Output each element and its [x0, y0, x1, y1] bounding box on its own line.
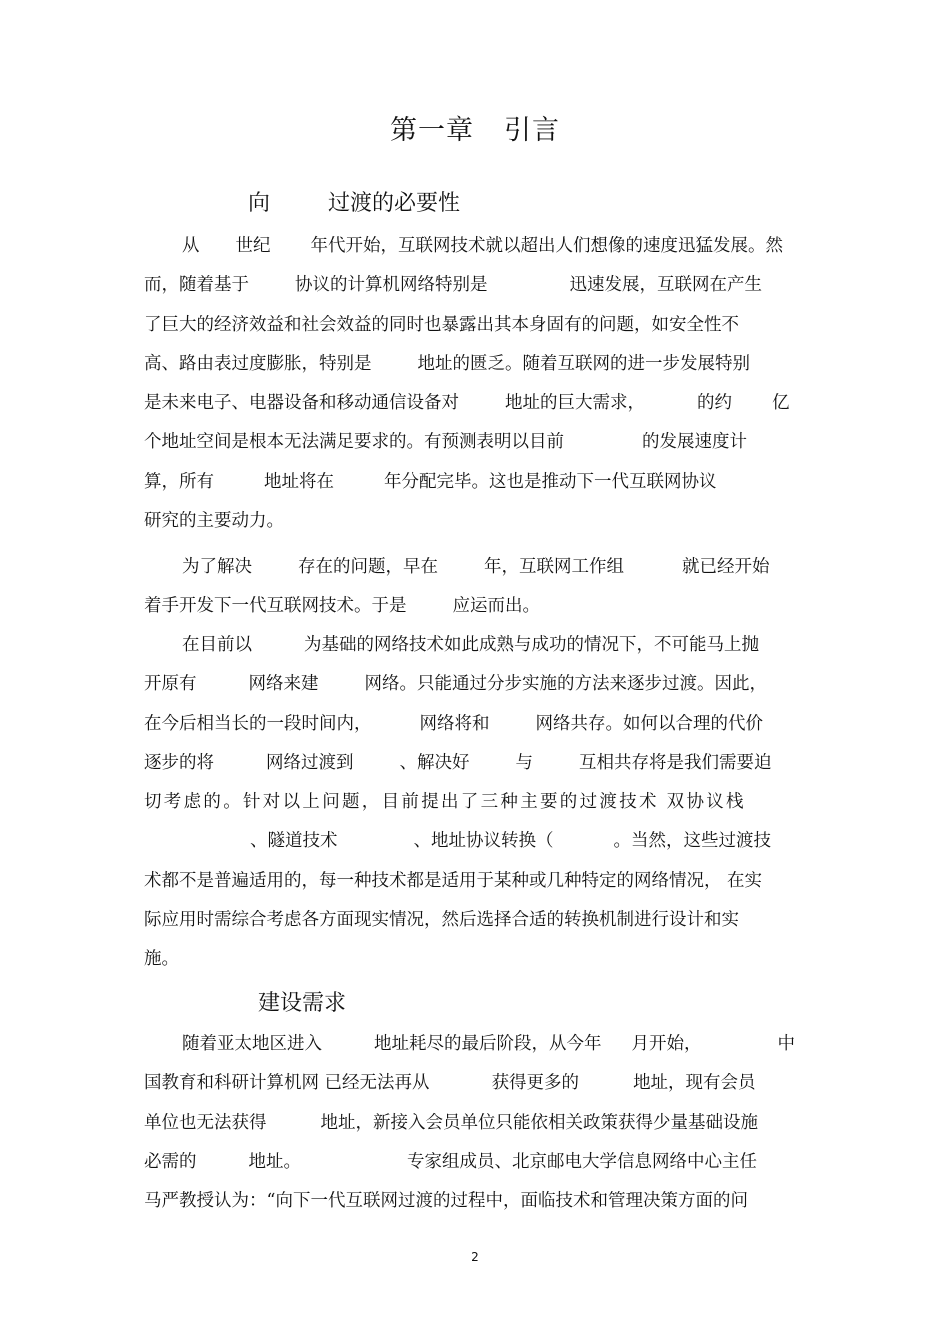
text-fragment: 个地址空间是根本无法满足要求的。有预测表明以目前 [144, 432, 564, 453]
text-fragment: 马严教授认为：“向下一代互联网过渡的过程中，面临技术和管理决策方面的问 [144, 1191, 748, 1212]
text-line [144, 901, 814, 940]
paragraph-3 [144, 626, 814, 980]
text-fragment: 。当然，这些过渡技 [613, 831, 771, 852]
text-line [144, 940, 814, 979]
text-fragment: 月开始， [631, 1034, 702, 1054]
text-fragment: 国教育和科研计算机网 已经无法再从 [144, 1073, 430, 1094]
text-fragment: 的约 [697, 393, 732, 414]
text-line [144, 587, 814, 626]
text-fragment: 迅速发展，互联网在产生 [569, 275, 762, 296]
text-fragment: 随着亚太地区进入 [182, 1034, 322, 1054]
text-line [144, 626, 814, 665]
text-fragment: 术都不是普遍适用的，每一种技术都是适用于某种或几种特定的网络情况， 在实 [144, 870, 763, 891]
section-heading-part: 向 [248, 191, 271, 216]
text-fragment: 高、路由表过度膨胀，特别是 [144, 353, 372, 374]
text-fragment: 着手开发下一代互联网技术。于是 [144, 596, 407, 617]
text-fragment: 地址，新接入会员单位只能依相关政策获得少量基础设施 [320, 1112, 758, 1133]
text-line [144, 345, 814, 384]
chapter-title [0, 108, 950, 147]
text-fragment: 协议的计算机网络特别是 [295, 275, 488, 296]
text-fragment: 应运而出。 [452, 596, 540, 617]
text-fragment: 就已经开始 [682, 557, 770, 577]
text-fragment: 中 [777, 1034, 795, 1054]
section-heading-transition [248, 186, 460, 217]
text-fragment: 施。 [144, 949, 179, 970]
text-fragment: 在目前以 [182, 635, 252, 655]
text-fragment: 为了解决 [182, 557, 252, 577]
text-fragment: 的发展速度计 [642, 432, 747, 453]
paragraph-4 [144, 1025, 814, 1221]
text-line [144, 862, 814, 901]
text-fragment: 了巨大的经济效益和社会效益的同时也暴露出其本身固有的问题，如安全性不 [144, 314, 739, 335]
text-line [144, 384, 814, 423]
text-line [144, 1182, 814, 1221]
text-fragment: 年代开始，互联网技术就以超出人们想像的速度迅猛发展。然 [310, 236, 783, 256]
section-heading-part: 过渡的必要性 [328, 191, 461, 216]
text-fragment: 年分配完毕。这也是推动下一代互联网协议 [384, 471, 717, 492]
text-fragment: 、隧道技术 [250, 831, 338, 852]
text-fragment: 网络共存。如何以合理的代价 [535, 713, 763, 734]
text-fragment: 地址，现有会员 [633, 1073, 756, 1094]
section-heading-requirements: 建设需求 [258, 991, 347, 1016]
text-fragment: 地址。 [248, 1151, 301, 1172]
text-line [144, 1064, 814, 1103]
text-fragment: 算，所有 [144, 471, 214, 492]
text-line [144, 548, 814, 587]
text-line [144, 423, 814, 462]
text-fragment: 研究的主要动力。 [144, 511, 284, 532]
text-line [144, 822, 814, 861]
text-fragment: 切考虑的。针对以上问题，目前提出了三种主要的过渡技术 双协议栈 [144, 792, 746, 813]
text-fragment: 网络过渡到 [266, 752, 354, 773]
text-line [144, 783, 814, 822]
text-line [144, 463, 814, 502]
text-line [144, 266, 814, 305]
text-fragment: 世纪 [235, 236, 271, 256]
text-fragment: 专家组成员、北京邮电大学信息网络中心主任 [407, 1151, 757, 1172]
paragraph-2 [144, 548, 814, 627]
text-fragment: 、解决好 [399, 752, 470, 773]
text-fragment: 单位也无法获得 [144, 1112, 267, 1133]
text-fragment: 从 [182, 236, 200, 256]
text-fragment: 在今后相当长的一段时间内， [144, 713, 372, 734]
text-fragment: 开原有 [144, 674, 197, 695]
text-fragment: 网络来建 [248, 674, 319, 695]
page-number: 2 [471, 1250, 479, 1264]
text-line [144, 744, 814, 783]
text-fragment: 地址的匮乏。随着互联网的进一步发展特别 [417, 353, 750, 374]
text-fragment: 地址将在 [264, 471, 334, 492]
text-fragment: 而，随着基于 [144, 275, 249, 296]
text-fragment: 地址的巨大需求， [505, 393, 645, 414]
text-line [144, 502, 814, 541]
chapter-name: 引言 [504, 115, 560, 146]
text-fragment: 是未来电子、电器设备和移动通信设备对 [144, 393, 459, 414]
text-fragment: 、地址协议转换（ [413, 831, 554, 852]
text-fragment: 年，互联网工作组 [484, 557, 624, 577]
text-fragment: 逐步的将 [144, 752, 214, 773]
text-line [144, 705, 814, 744]
text-fragment: 网络将和 [419, 713, 490, 734]
paragraph-1 [144, 227, 814, 541]
text-fragment: 地址耗尽的最后阶段，从今年 [374, 1034, 602, 1054]
text-fragment: 为基础的网络技术如此成熟与成功的情况下，不可能马上抛 [304, 635, 759, 655]
chapter-number: 第一章 [390, 115, 474, 146]
text-line [144, 306, 814, 345]
text-fragment: 际应用时需综合考虑各方面现实情况，然后选择合适的转换机制进行设计和实 [144, 910, 739, 931]
text-fragment: 网络。只能通过分步实施的方法来逐步过渡。因此， [364, 674, 767, 695]
text-line [144, 227, 814, 266]
text-fragment: 与 [515, 752, 533, 773]
text-fragment: 存在的问题，早在 [298, 557, 438, 577]
text-line [144, 1025, 814, 1064]
text-line [144, 665, 814, 704]
text-fragment: 必需的 [144, 1151, 197, 1172]
text-fragment: 获得更多的 [491, 1073, 580, 1094]
text-line [144, 1143, 814, 1182]
text-line [144, 1104, 814, 1143]
text-fragment: 亿 [772, 393, 790, 414]
text-fragment: 互相共存将是我们需要迫 [579, 752, 772, 773]
